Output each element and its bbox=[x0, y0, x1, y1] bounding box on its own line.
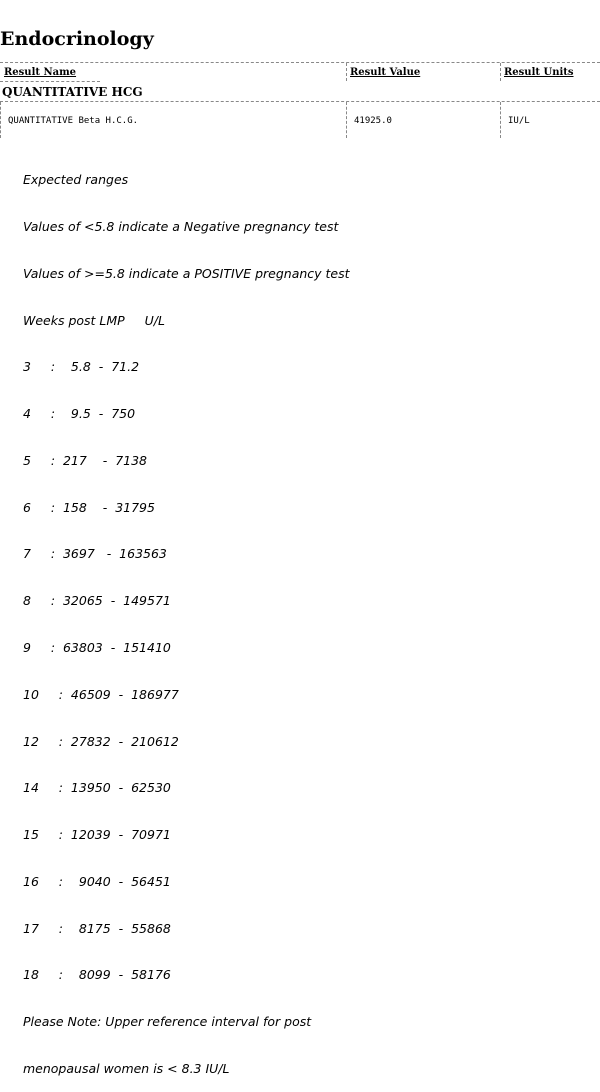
column-header-result-units: Result Units bbox=[504, 67, 574, 78]
range-row: 9 : 63803 - 151410 bbox=[23, 640, 171, 655]
range-row: 15 : 12039 - 70971 bbox=[23, 827, 171, 843]
range-row: 17 : 8175 - 55868 bbox=[23, 920, 171, 936]
column-separator bbox=[500, 63, 501, 81]
page-title: Endocrinology bbox=[0, 28, 154, 50]
column-separator bbox=[346, 63, 347, 81]
range-row: 7 : 3697 - 163563 bbox=[23, 546, 167, 562]
note-line: menopausal women is < 8.3 IU/L bbox=[23, 1061, 230, 1077]
range-row: 16 : 9040 - 56451 bbox=[23, 873, 171, 889]
range-row: 5 : 217 - 7138 bbox=[23, 452, 147, 468]
note-line: Expected ranges bbox=[23, 172, 129, 188]
note-line: Please Note: Upper reference interval for post bbox=[23, 1014, 312, 1030]
range-row: 8 : 32065 - 149571 bbox=[23, 593, 171, 609]
range-row: 3 : 5.8 - 71.2 bbox=[23, 359, 140, 375]
header-top-divider bbox=[0, 62, 600, 63]
result-value-cell: 41925.0 bbox=[354, 116, 392, 126]
section-divider bbox=[0, 101, 600, 102]
row-separator bbox=[346, 102, 347, 138]
range-row: 10 : 46509 - 186977 bbox=[23, 686, 179, 702]
section-title: QUANTITATIVE HCG bbox=[2, 85, 143, 99]
range-row: 12 : 27832 - 210612 bbox=[23, 733, 179, 749]
column-header-underline bbox=[0, 81, 100, 82]
result-name-cell: QUANTITATIVE Beta H.C.G. bbox=[8, 116, 139, 126]
range-row: 14 : 13950 - 62530 bbox=[23, 780, 171, 796]
row-separator-left bbox=[0, 102, 1, 138]
note-line: Values of <5.8 indicate a Negative pregnancy test bbox=[23, 218, 339, 234]
note-line: Weeks post LMP U/L bbox=[23, 312, 165, 328]
note-line: Values of >=5.8 indicate a POSITIVE pregnancy test bbox=[23, 265, 350, 281]
column-header-result-name: Result Name bbox=[4, 67, 77, 78]
range-row: 4 : 9.5 - 750 bbox=[23, 406, 136, 422]
result-units-cell: IU/L bbox=[508, 116, 530, 126]
column-header-result-value: Result Value bbox=[350, 67, 421, 78]
range-row: 18 : 8099 - 58176 bbox=[23, 967, 171, 983]
row-separator bbox=[500, 102, 501, 138]
reference-ranges bbox=[23, 141, 350, 1092]
range-row: 6 : 158 - 31795 bbox=[23, 499, 155, 515]
